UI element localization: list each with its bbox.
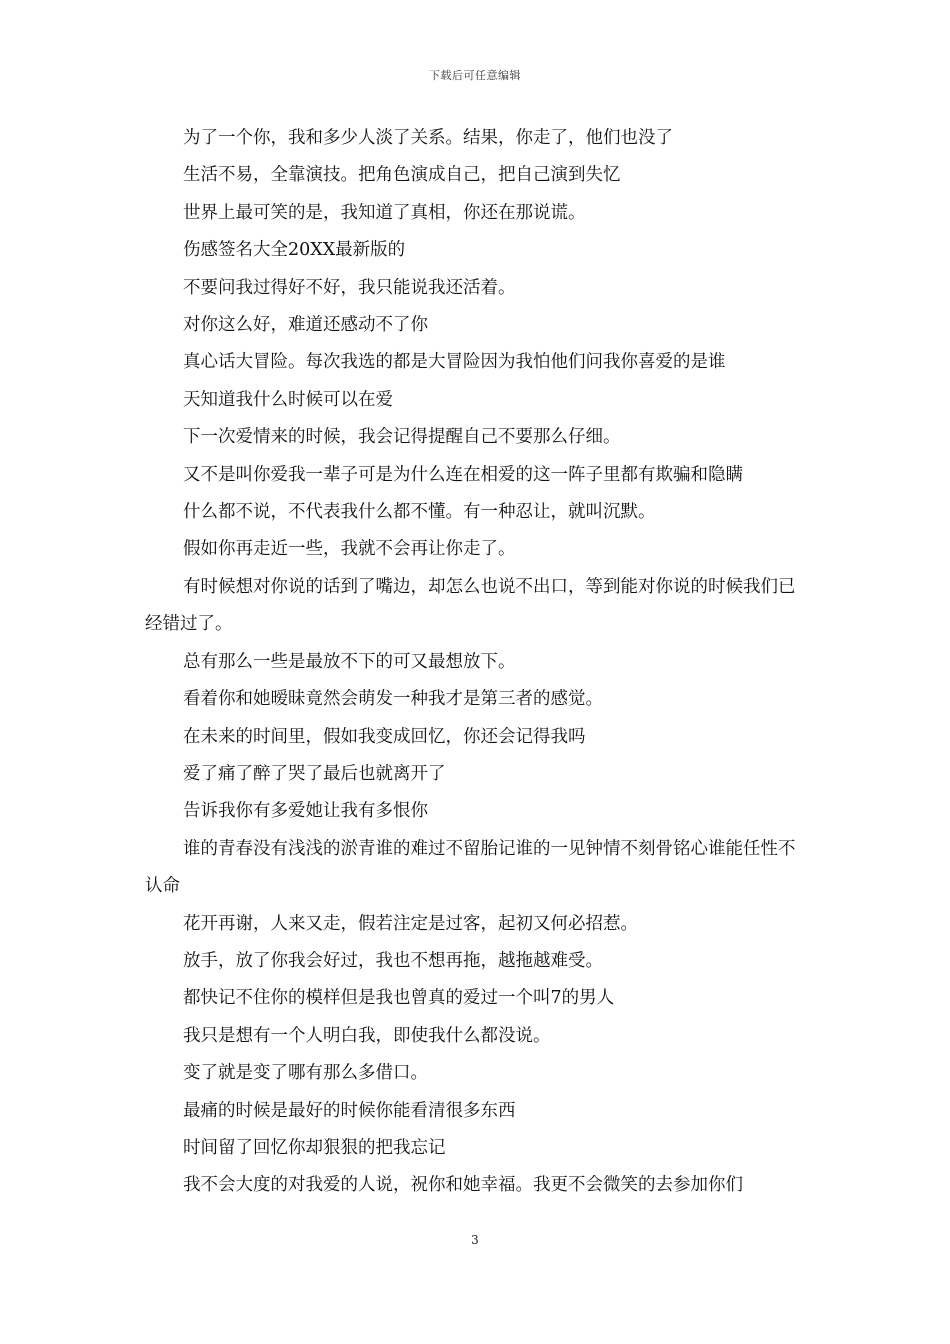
paragraph: 不要问我过得好不好，我只能说我还活着。 xyxy=(183,277,516,298)
body-text xyxy=(145,120,810,1205)
paragraph: 天知道我什么时候可以在爱 xyxy=(183,389,393,410)
paragraph: 真心话大冒险。每次我选的都是大冒险因为我怕他们问我你喜爱的是谁 xyxy=(183,352,726,373)
paragraph: 又不是叫你爱我一辈子可是为什么连在相爱的这一阵子里都有欺骗和隐瞒 xyxy=(183,464,743,485)
paragraph: 时间留了回忆你却狠狠的把我忘记 xyxy=(183,1137,446,1158)
paragraph: 有时候想对你说的话到了嘴边，却怎么也说不出口，等到能对你说的时候我们已经错过了。 xyxy=(145,576,796,635)
paragraph: 我不会大度的对我爱的人说，祝你和她幸福。我更不会微笑的去参加你们 xyxy=(183,1175,743,1196)
paragraph: 什么都不说，不代表我什么都不懂。有一种忍让，就叫沉默。 xyxy=(183,502,656,523)
paragraph: 最痛的时候是最好的时候你能看清很多东西 xyxy=(183,1100,516,1121)
paragraph: 我只是想有一个人明白我，即使我什么都没说。 xyxy=(183,1025,551,1046)
page-number: 3 xyxy=(471,1233,479,1247)
paragraph: 下一次爱情来的时候，我会记得提醒自己不要那么仔细。 xyxy=(183,427,621,448)
paragraph: 伤感签名大全20XX最新版的 xyxy=(183,240,406,261)
page-header: 下载后可任意编辑 xyxy=(429,69,521,82)
paragraph: 在未来的时间里，假如我变成回忆，你还会记得我吗 xyxy=(183,726,586,747)
paragraph: 看着你和她暧昧竟然会萌发一种我才是第三者的感觉。 xyxy=(183,689,603,710)
paragraph: 假如你再走近一些，我就不会再让你走了。 xyxy=(183,539,516,560)
paragraph: 告诉我你有多爱她让我有多恨你 xyxy=(183,801,428,822)
paragraph: 谁的青春没有浅浅的淤青谁的难过不留胎记谁的一见钟情不刻骨铭心谁能任性不认命 xyxy=(145,838,796,897)
paragraph: 世界上最可笑的是，我知道了真相，你还在那说谎。 xyxy=(183,202,586,223)
paragraph: 花开再谢，人来又走，假若注定是过客，起初又何必招惹。 xyxy=(183,913,638,934)
paragraph: 都快记不住你的模样但是我也曾真的爱过一个叫7的男人 xyxy=(183,988,615,1009)
paragraph: 生活不易，全靠演技。把角色演成自己，把自己演到失忆 xyxy=(183,165,621,186)
paragraph: 总有那么一些是最放不下的可又最想放下。 xyxy=(183,651,516,672)
paragraph: 为了一个你，我和多少人淡了关系。结果，你走了，他们也没了 xyxy=(183,128,673,148)
paragraph: 爱了痛了醉了哭了最后也就离开了 xyxy=(183,763,446,784)
paragraph: 对你这么好，难道还感动不了你 xyxy=(183,315,428,336)
paragraph: 放手，放了你我会好过，我也不想再拖，越拖越难受。 xyxy=(183,950,603,971)
paragraph: 变了就是变了哪有那么多借口。 xyxy=(183,1063,428,1084)
